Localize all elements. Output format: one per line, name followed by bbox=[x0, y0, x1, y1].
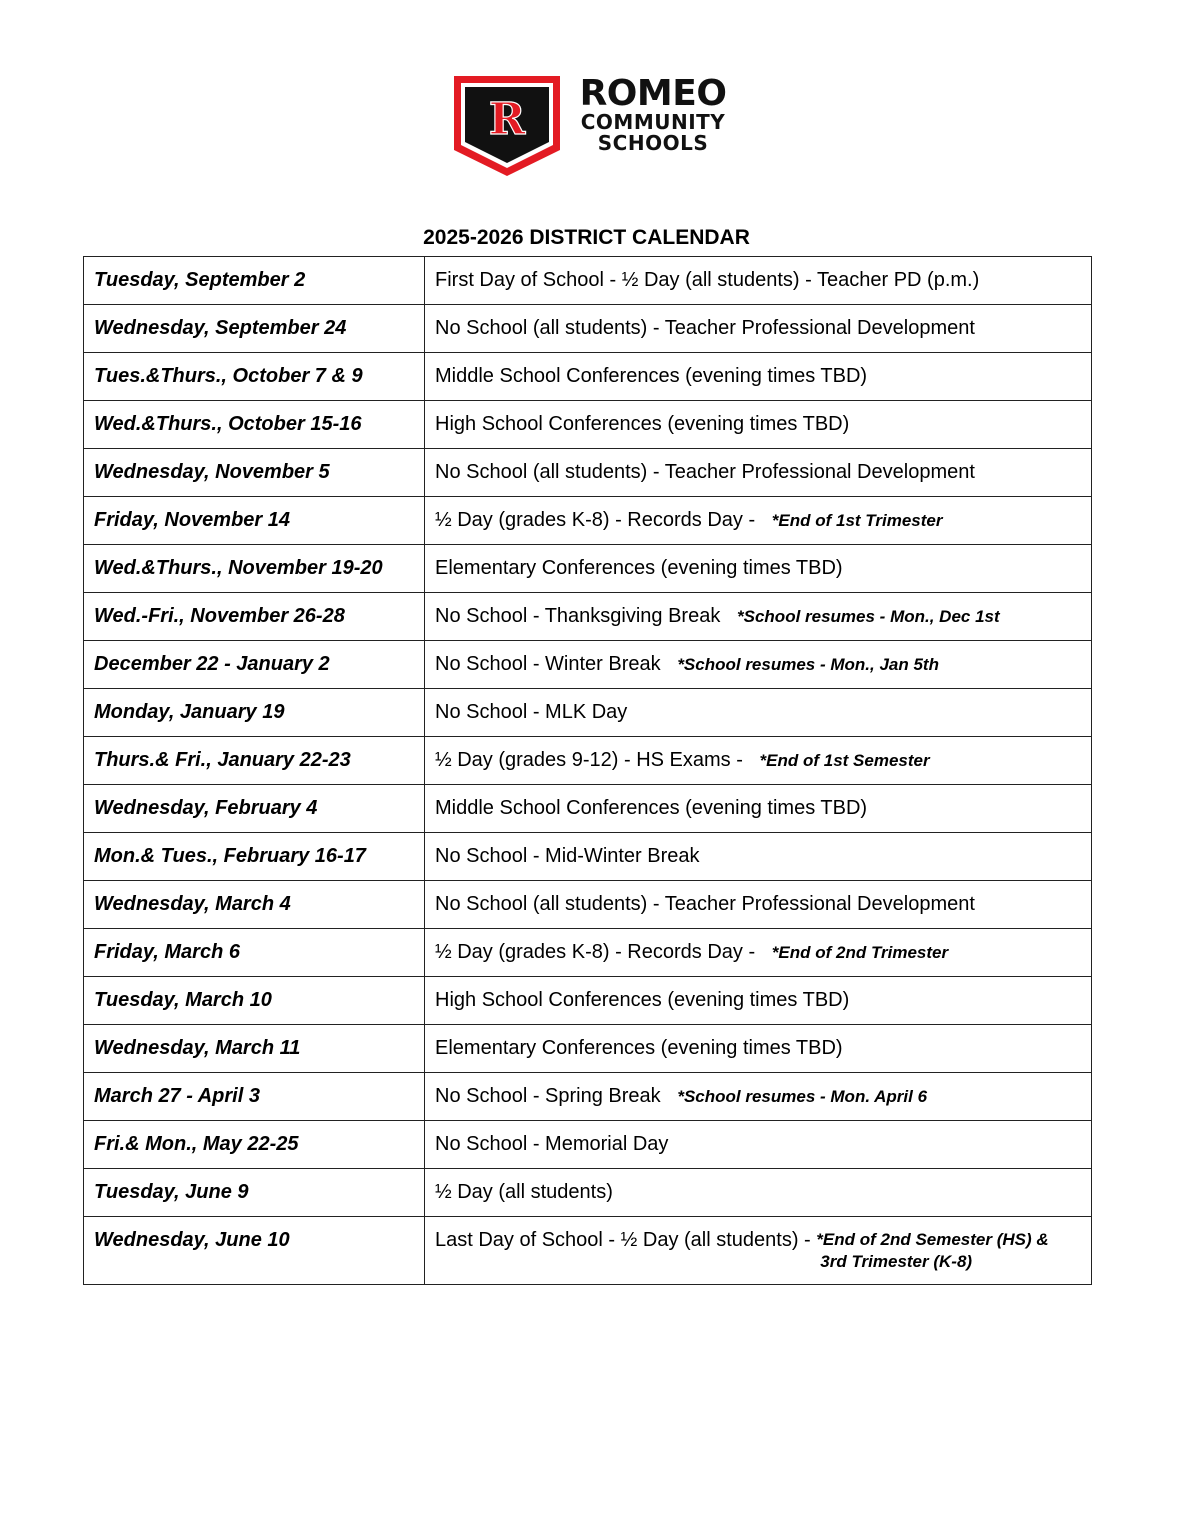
row-event-cell bbox=[425, 689, 1092, 737]
row-event-cell bbox=[425, 1073, 1092, 1121]
row-event-cell bbox=[425, 737, 1092, 785]
row-event-cell bbox=[425, 1025, 1092, 1073]
row-note: *School resumes - Mon., Jan 5th bbox=[677, 655, 939, 674]
calendar-row bbox=[84, 545, 1092, 593]
row-date: Wednesday, March 4 bbox=[84, 881, 425, 929]
calendar-table bbox=[83, 256, 1092, 1285]
logo-wordmark bbox=[573, 73, 733, 155]
calendar-row bbox=[84, 1025, 1092, 1073]
row-note: *School resumes - Mon. April 6 bbox=[677, 1087, 928, 1106]
row-event-cell bbox=[425, 833, 1092, 881]
row-date: Wednesday, March 11 bbox=[84, 1025, 425, 1073]
row-date: Wednesday, September 24 bbox=[84, 305, 425, 353]
row-event: Elementary Conferences (evening times TBD) bbox=[435, 557, 843, 579]
row-event-cell bbox=[425, 545, 1092, 593]
row-event-cell bbox=[425, 977, 1092, 1025]
row-note: *School resumes - Mon., Dec 1st bbox=[737, 607, 1000, 626]
row-event-cell bbox=[425, 257, 1092, 305]
row-event-cell bbox=[425, 401, 1092, 449]
row-date: March 27 - April 3 bbox=[84, 1073, 425, 1121]
row-event-cell bbox=[425, 593, 1092, 641]
row-date: Thurs.& Fri., January 22-23 bbox=[84, 737, 425, 785]
calendar-row bbox=[84, 257, 1092, 305]
calendar-row bbox=[84, 1121, 1092, 1169]
row-date: Wednesday, February 4 bbox=[84, 785, 425, 833]
row-event: High School Conferences (evening times TBD) bbox=[435, 989, 850, 1011]
row-event: No School (all students) - Teacher Professional Development bbox=[435, 893, 975, 915]
row-event: No School - MLK Day bbox=[435, 701, 628, 723]
row-date: Tuesday, March 10 bbox=[84, 977, 425, 1025]
row-event: Middle School Conferences (evening times TBD) bbox=[435, 365, 868, 387]
calendar-row bbox=[84, 929, 1092, 977]
row-event: No School - Mid-Winter Break bbox=[435, 845, 700, 867]
logo-line-3: SCHOOLS bbox=[597, 131, 709, 155]
row-event-cell bbox=[425, 929, 1092, 977]
calendar-row bbox=[84, 1217, 1092, 1285]
row-event: First Day of School - ½ Day (all students) - Teacher PD (p.m.) bbox=[435, 269, 980, 291]
row-event: No School (all students) - Teacher Professional Development bbox=[435, 317, 975, 339]
calendar-row bbox=[84, 353, 1092, 401]
row-date: Tues.&Thurs., October 7 & 9 bbox=[84, 353, 425, 401]
logo-line-1: ROMEO bbox=[579, 73, 727, 114]
row-event: ½ Day (all students) bbox=[435, 1181, 613, 1203]
calendar-row bbox=[84, 1169, 1092, 1217]
calendar-row bbox=[84, 593, 1092, 641]
row-date: Mon.& Tues., February 16-17 bbox=[84, 833, 425, 881]
row-event-cell bbox=[425, 641, 1092, 689]
row-event-cell bbox=[425, 449, 1092, 497]
row-event-cell bbox=[425, 881, 1092, 929]
row-date: Wed.&Thurs., November 19-20 bbox=[84, 545, 425, 593]
row-date: Wednesday, November 5 bbox=[84, 449, 425, 497]
row-event: No School - Winter Break bbox=[435, 653, 661, 675]
row-date: Wednesday, June 10 bbox=[84, 1217, 425, 1285]
row-event: No School - Memorial Day bbox=[435, 1133, 669, 1155]
row-event: Elementary Conferences (evening times TBD) bbox=[435, 1037, 843, 1059]
row-date: Friday, November 14 bbox=[84, 497, 425, 545]
district-logo bbox=[452, 74, 732, 178]
calendar-row bbox=[84, 401, 1092, 449]
row-date: Fri.& Mon., May 22-25 bbox=[84, 1121, 425, 1169]
row-event-cell bbox=[425, 305, 1092, 353]
calendar-row bbox=[84, 833, 1092, 881]
row-event: No School - Thanksgiving Break bbox=[435, 605, 721, 627]
row-event-cell bbox=[425, 353, 1092, 401]
row-date: Wed.-Fri., November 26-28 bbox=[84, 593, 425, 641]
logo-line-2: COMMUNITY bbox=[580, 110, 726, 134]
row-event: ½ Day (grades 9-12) - HS Exams - bbox=[435, 749, 743, 771]
calendar-row bbox=[84, 881, 1092, 929]
calendar-row bbox=[84, 977, 1092, 1025]
calendar-row bbox=[84, 689, 1092, 737]
row-event: ½ Day (grades K-8) - Records Day - bbox=[435, 509, 756, 531]
row-event-cell bbox=[425, 1217, 1092, 1285]
row-date: Friday, March 6 bbox=[84, 929, 425, 977]
calendar-row bbox=[84, 1073, 1092, 1121]
calendar-row bbox=[84, 497, 1092, 545]
shield-logo-icon bbox=[452, 74, 562, 178]
row-event-cell bbox=[425, 785, 1092, 833]
calendar-row bbox=[84, 449, 1092, 497]
calendar-row bbox=[84, 305, 1092, 353]
row-note: *End of 1st Trimester bbox=[771, 511, 943, 530]
row-date: Monday, January 19 bbox=[84, 689, 425, 737]
calendar-row bbox=[84, 641, 1092, 689]
row-note: *End of 2nd Trimester bbox=[771, 943, 949, 962]
row-event-cell bbox=[425, 1169, 1092, 1217]
calendar-body bbox=[84, 257, 1092, 1285]
logo-letter: R bbox=[488, 94, 526, 145]
row-event-cell bbox=[425, 1121, 1092, 1169]
calendar-row bbox=[84, 785, 1092, 833]
row-event: Last Day of School - ½ Day (all students) - bbox=[435, 1229, 811, 1251]
row-note: *End of 1st Semester bbox=[759, 751, 930, 770]
row-date: Wed.&Thurs., October 15-16 bbox=[84, 401, 425, 449]
row-event: High School Conferences (evening times TBD) bbox=[435, 413, 850, 435]
row-event: No School (all students) - Teacher Professional Development bbox=[435, 461, 975, 483]
row-note-line-1: *End of 2nd Semester (HS) & bbox=[816, 1230, 1049, 1249]
row-event: Middle School Conferences (evening times TBD) bbox=[435, 797, 868, 819]
page-title: 2025-2026 DISTRICT CALENDAR bbox=[423, 226, 750, 249]
row-date: Tuesday, September 2 bbox=[84, 257, 425, 305]
calendar-row bbox=[84, 737, 1092, 785]
row-event: ½ Day (grades K-8) - Records Day - bbox=[435, 941, 756, 963]
row-note bbox=[816, 1229, 1060, 1273]
row-note-line-2: 3rd Trimester (K-8) bbox=[820, 1252, 973, 1271]
row-date: December 22 - January 2 bbox=[84, 641, 425, 689]
row-date: Tuesday, June 9 bbox=[84, 1169, 425, 1217]
row-event-cell bbox=[425, 497, 1092, 545]
row-event: No School - Spring Break bbox=[435, 1085, 661, 1107]
